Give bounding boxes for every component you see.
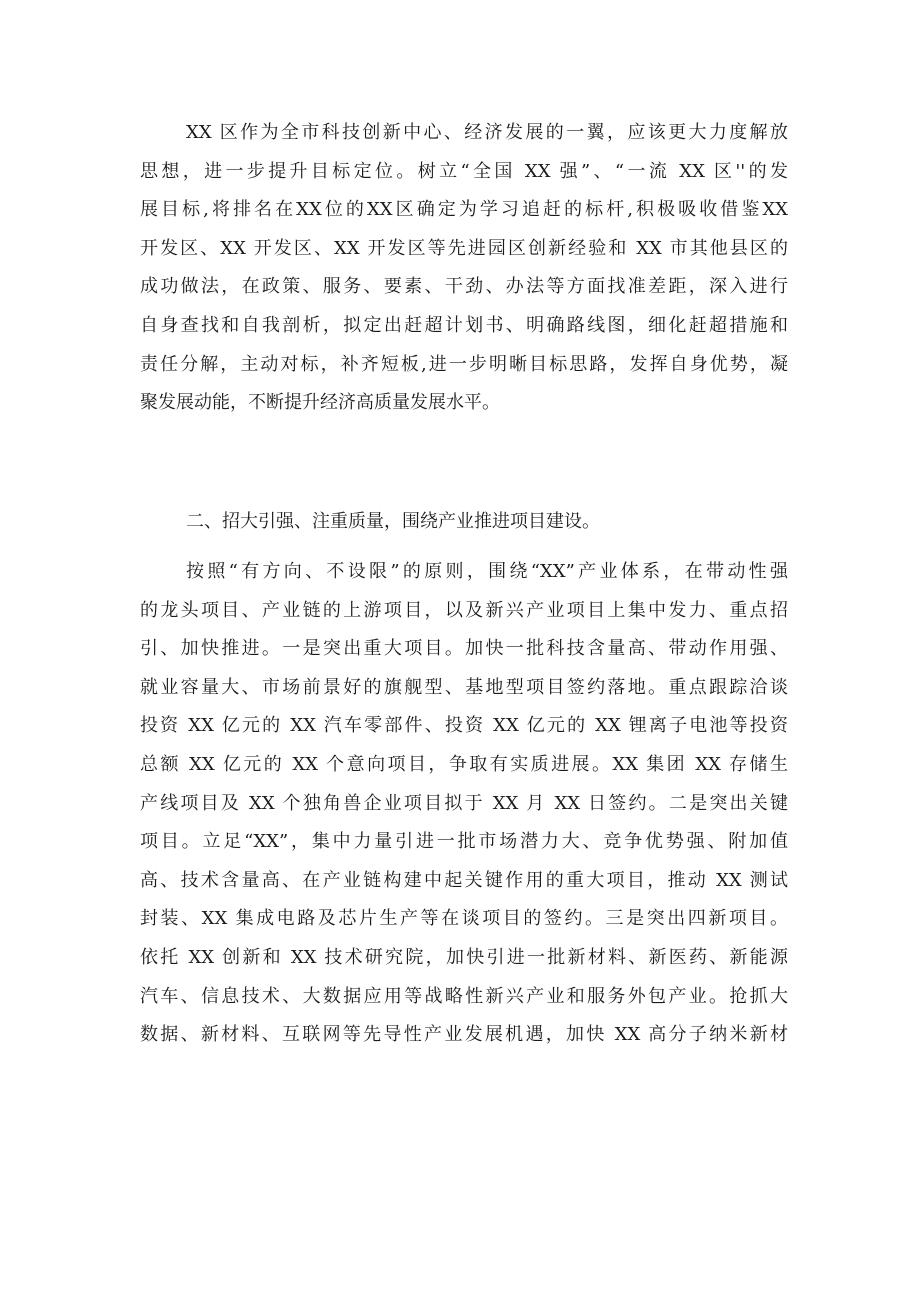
paragraph-line: 总额 XX 亿元的 XX 个意向项目，争取有实质进展。XX 集团 XX 存储生 [140,753,788,775]
paragraph-1 [140,114,788,423]
paragraph-line: 高、技术含量高、在产业链构建中起关键作用的重大项目，推动 XX 测试 [140,869,788,891]
paragraph-line: 引、加快推进。一是突出重大项目。加快一批科技含量高、带动作用强、 [140,638,788,660]
paragraph-line: 就业容量大、市场前景好的旗舰型、基地型项目签约落地。重点跟踪洽谈 [140,676,788,698]
paragraph-line: 按照“有方向、不设限”的原则，围绕“XX”产业体系，在带动性强 [186,561,788,582]
paragraph-line: 依托 XX 创新和 XX 技术研究院，加快引进一批新材料、新医药、新能源 [140,946,788,968]
paragraph-line: 投资 XX 亿元的 XX 汽车零部件、投资 XX 亿元的 XX 锂离子电池等投资 [140,715,788,737]
paragraph-line: 聚发展动能，不断提升经济高质量发展水平。 [140,392,500,414]
paragraph-line: 开发区、XX 开发区、XX 开发区等先进园区创新经验和 XX 市其他县区的 [140,237,788,259]
section-heading: 二、招大引强、注重质量，围绕产业推进项目建设。 [186,511,600,532]
paragraph-line: XX 区作为全市科技创新中心、经济发展的一翼，应该更大力度解放 [186,122,788,143]
paragraph-2 [140,553,788,1055]
paragraph-line: 思想，进一步提升目标定位。树立“全国 XX 强”、“一流 XX 区''的发 [140,160,788,182]
paragraph-line: 数据、新材料、互联网等先导性产业发展机遇，加快 XX 高分子纳米新材 [140,1024,788,1046]
paragraph-line: 成功做法，在政策、服务、要素、干劲、办法等方面找准差距，深入进行 [140,276,788,298]
paragraph-line: 自身查找和自我剖析，拟定出赶超计划书、明确路线图，细化赶超措施和 [140,314,788,336]
paragraph-line: 展目标,将排名在XX位的XX区确定为学习追赶的标杆,积极吸收借鉴XX [140,199,788,221]
paragraph-line: 汽车、信息技术、大数据应用等战略性新兴产业和服务外包产业。抢抓大 [140,985,788,1007]
paragraph-line: 产线项目及 XX 个独角兽企业项目拟于 XX 月 XX 日签约。二是突出关键 [140,792,788,814]
paragraph-line: 责任分解，主动对标，补齐短板,进一步明晰目标思路，发挥自身优势，凝 [140,353,788,375]
paragraph-line: 项目。立足“XX”，集中力量引进一批市场潜力大、竞争优势强、附加值 [140,831,788,853]
paragraph-line: 的龙头项目、产业链的上游项目，以及新兴产业项目上集中发力、重点招 [140,599,788,621]
paragraph-line: 封装、XX 集成电路及芯片生产等在谈项目的签约。三是突出四新项目。 [140,908,788,930]
